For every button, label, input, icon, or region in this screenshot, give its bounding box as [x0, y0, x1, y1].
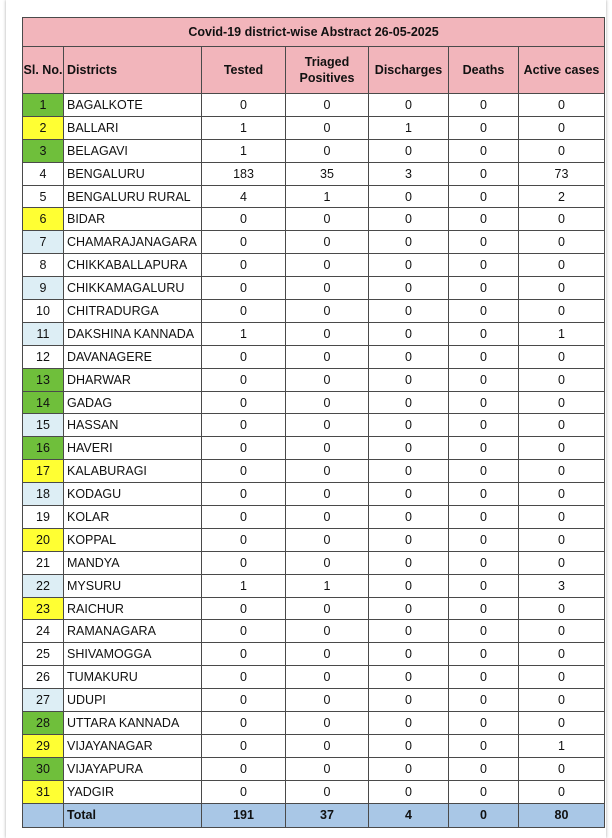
triaged-cell: 0 — [286, 368, 369, 391]
sl-cell: 17 — [23, 460, 64, 483]
triaged-cell: 0 — [286, 506, 369, 529]
table-row — [23, 391, 605, 414]
deaths-cell: 0 — [449, 666, 519, 689]
sl-cell: 9 — [23, 277, 64, 300]
district-cell: BAGALKOTE — [64, 94, 202, 117]
district-cell: KOLAR — [64, 506, 202, 529]
header-tested: Tested — [202, 47, 286, 94]
total-label: Total — [64, 803, 202, 827]
total-deaths: 0 — [449, 803, 519, 827]
triaged-cell: 0 — [286, 666, 369, 689]
tested-cell: 0 — [202, 712, 286, 735]
district-cell: RAICHUR — [64, 597, 202, 620]
active-cases-cell: 0 — [519, 391, 605, 414]
discharges-cell: 0 — [369, 322, 449, 345]
table-row — [23, 757, 605, 780]
triaged-cell: 0 — [286, 734, 369, 757]
table-row — [23, 460, 605, 483]
deaths-cell: 0 — [449, 437, 519, 460]
deaths-cell: 0 — [449, 116, 519, 139]
district-cell: BELAGAVI — [64, 139, 202, 162]
deaths-cell: 0 — [449, 208, 519, 231]
header-districts: Districts — [64, 47, 202, 94]
triaged-cell: 0 — [286, 277, 369, 300]
active-cases-cell: 0 — [519, 116, 605, 139]
active-cases-cell: 0 — [519, 231, 605, 254]
header-sl-no: Sl. No. — [23, 47, 64, 94]
discharges-cell: 3 — [369, 162, 449, 185]
table-row — [23, 483, 605, 506]
tested-cell: 0 — [202, 460, 286, 483]
sl-cell: 5 — [23, 185, 64, 208]
triaged-cell: 0 — [286, 620, 369, 643]
district-cell: KOPPAL — [64, 528, 202, 551]
district-cell: TUMAKURU — [64, 666, 202, 689]
district-cell: VIJAYANAGAR — [64, 734, 202, 757]
district-cell: GADAG — [64, 391, 202, 414]
total-row — [23, 803, 605, 827]
active-cases-cell: 0 — [519, 277, 605, 300]
sl-cell: 25 — [23, 643, 64, 666]
triaged-cell: 0 — [286, 643, 369, 666]
discharges-cell: 0 — [369, 780, 449, 803]
tested-cell: 0 — [202, 734, 286, 757]
table-row — [23, 345, 605, 368]
tested-cell: 0 — [202, 231, 286, 254]
discharges-cell: 0 — [369, 528, 449, 551]
deaths-cell: 0 — [449, 460, 519, 483]
deaths-cell: 0 — [449, 483, 519, 506]
header-discharges: Discharges — [369, 47, 449, 94]
deaths-cell: 0 — [449, 231, 519, 254]
tested-cell: 0 — [202, 208, 286, 231]
district-cell: UDUPI — [64, 689, 202, 712]
deaths-cell: 0 — [449, 414, 519, 437]
table-row — [23, 666, 605, 689]
tested-cell: 1 — [202, 574, 286, 597]
table-row — [23, 94, 605, 117]
deaths-cell: 0 — [449, 597, 519, 620]
active-cases-cell: 3 — [519, 574, 605, 597]
discharges-cell: 0 — [369, 368, 449, 391]
discharges-cell: 0 — [369, 185, 449, 208]
triaged-cell: 0 — [286, 322, 369, 345]
table-row — [23, 574, 605, 597]
district-cell: KODAGU — [64, 483, 202, 506]
covid-abstract-table — [22, 17, 605, 828]
tested-cell: 0 — [202, 414, 286, 437]
sl-cell: 21 — [23, 551, 64, 574]
triaged-cell: 35 — [286, 162, 369, 185]
table-row — [23, 712, 605, 735]
deaths-cell: 0 — [449, 506, 519, 529]
tested-cell: 0 — [202, 94, 286, 117]
active-cases-cell: 0 — [519, 345, 605, 368]
active-cases-cell: 1 — [519, 734, 605, 757]
triaged-cell: 0 — [286, 757, 369, 780]
deaths-cell: 0 — [449, 712, 519, 735]
active-cases-cell: 73 — [519, 162, 605, 185]
tested-cell: 183 — [202, 162, 286, 185]
deaths-cell: 0 — [449, 345, 519, 368]
district-cell: DAVANAGERE — [64, 345, 202, 368]
district-cell: HASSAN — [64, 414, 202, 437]
tested-cell: 0 — [202, 391, 286, 414]
sl-cell: 24 — [23, 620, 64, 643]
district-cell: BALLARI — [64, 116, 202, 139]
sl-cell: 18 — [23, 483, 64, 506]
tested-cell: 1 — [202, 139, 286, 162]
district-cell: DHARWAR — [64, 368, 202, 391]
header-triaged-positives: Triaged Positives — [286, 47, 369, 94]
active-cases-cell: 0 — [519, 300, 605, 323]
sl-cell: 29 — [23, 734, 64, 757]
tested-cell: 0 — [202, 277, 286, 300]
active-cases-cell: 0 — [519, 551, 605, 574]
triaged-cell: 0 — [286, 689, 369, 712]
deaths-cell: 0 — [449, 734, 519, 757]
active-cases-cell: 0 — [519, 620, 605, 643]
deaths-cell: 0 — [449, 94, 519, 117]
header-row — [23, 47, 605, 94]
tested-cell: 0 — [202, 300, 286, 323]
table-row — [23, 208, 605, 231]
sl-cell: 30 — [23, 757, 64, 780]
discharges-cell: 0 — [369, 689, 449, 712]
active-cases-cell: 0 — [519, 368, 605, 391]
total-sl-cell — [23, 803, 64, 827]
tested-cell: 0 — [202, 528, 286, 551]
district-cell: KALABURAGI — [64, 460, 202, 483]
document-frame — [6, 0, 606, 838]
triaged-cell: 0 — [286, 780, 369, 803]
active-cases-cell: 0 — [519, 757, 605, 780]
active-cases-cell: 0 — [519, 483, 605, 506]
triaged-cell: 0 — [286, 391, 369, 414]
triaged-cell: 0 — [286, 94, 369, 117]
deaths-cell: 0 — [449, 757, 519, 780]
discharges-cell: 0 — [369, 643, 449, 666]
district-cell: UTTARA KANNADA — [64, 712, 202, 735]
deaths-cell: 0 — [449, 643, 519, 666]
discharges-cell: 0 — [369, 139, 449, 162]
triaged-cell: 0 — [286, 437, 369, 460]
triaged-cell: 0 — [286, 414, 369, 437]
total-discharges: 4 — [369, 803, 449, 827]
table-row — [23, 689, 605, 712]
discharges-cell: 0 — [369, 620, 449, 643]
triaged-cell: 0 — [286, 139, 369, 162]
discharges-cell: 0 — [369, 666, 449, 689]
discharges-cell: 0 — [369, 345, 449, 368]
tested-cell: 0 — [202, 551, 286, 574]
table-row — [23, 597, 605, 620]
district-cell: RAMANAGARA — [64, 620, 202, 643]
discharges-cell: 0 — [369, 757, 449, 780]
triaged-cell: 1 — [286, 574, 369, 597]
table-row — [23, 734, 605, 757]
triaged-cell: 0 — [286, 300, 369, 323]
header-deaths: Deaths — [449, 47, 519, 94]
table-row — [23, 551, 605, 574]
discharges-cell: 0 — [369, 277, 449, 300]
tested-cell: 1 — [202, 322, 286, 345]
table-row — [23, 185, 605, 208]
deaths-cell: 0 — [449, 277, 519, 300]
discharges-cell: 0 — [369, 712, 449, 735]
active-cases-cell: 0 — [519, 506, 605, 529]
discharges-cell: 0 — [369, 506, 449, 529]
table-title: Covid-19 district-wise Abstract 26-05-2025 — [23, 18, 605, 47]
sl-cell: 10 — [23, 300, 64, 323]
table-row — [23, 231, 605, 254]
table-row — [23, 322, 605, 345]
triaged-cell: 0 — [286, 254, 369, 277]
deaths-cell: 0 — [449, 780, 519, 803]
discharges-cell: 0 — [369, 734, 449, 757]
table-row — [23, 414, 605, 437]
deaths-cell: 0 — [449, 689, 519, 712]
table-row — [23, 162, 605, 185]
active-cases-cell: 2 — [519, 185, 605, 208]
sl-cell: 19 — [23, 506, 64, 529]
tested-cell: 1 — [202, 116, 286, 139]
tested-cell: 0 — [202, 437, 286, 460]
sl-cell: 20 — [23, 528, 64, 551]
district-cell: MYSURU — [64, 574, 202, 597]
deaths-cell: 0 — [449, 322, 519, 345]
district-cell: BIDAR — [64, 208, 202, 231]
active-cases-cell: 0 — [519, 597, 605, 620]
deaths-cell: 0 — [449, 162, 519, 185]
tested-cell: 0 — [202, 757, 286, 780]
table-row — [23, 620, 605, 643]
triaged-cell: 0 — [286, 231, 369, 254]
district-cell: YADGIR — [64, 780, 202, 803]
active-cases-cell: 0 — [519, 689, 605, 712]
sl-cell: 7 — [23, 231, 64, 254]
triaged-cell: 0 — [286, 712, 369, 735]
active-cases-cell: 0 — [519, 643, 605, 666]
total-triaged: 37 — [286, 803, 369, 827]
triaged-cell: 0 — [286, 345, 369, 368]
tested-cell: 0 — [202, 368, 286, 391]
discharges-cell: 0 — [369, 551, 449, 574]
table-row — [23, 780, 605, 803]
table-body — [23, 94, 605, 804]
deaths-cell: 0 — [449, 528, 519, 551]
sl-cell: 27 — [23, 689, 64, 712]
tested-cell: 0 — [202, 506, 286, 529]
district-cell: CHIKKAMAGALURU — [64, 277, 202, 300]
table-row — [23, 437, 605, 460]
active-cases-cell: 0 — [519, 460, 605, 483]
deaths-cell: 0 — [449, 300, 519, 323]
sl-cell: 28 — [23, 712, 64, 735]
district-cell: CHITRADURGA — [64, 300, 202, 323]
sl-cell: 13 — [23, 368, 64, 391]
active-cases-cell: 0 — [519, 780, 605, 803]
active-cases-cell: 0 — [519, 666, 605, 689]
sl-cell: 8 — [23, 254, 64, 277]
sl-cell: 15 — [23, 414, 64, 437]
active-cases-cell: 0 — [519, 437, 605, 460]
title-row — [23, 18, 605, 47]
tested-cell: 0 — [202, 254, 286, 277]
deaths-cell: 0 — [449, 139, 519, 162]
header-active-cases: Active cases — [519, 47, 605, 94]
discharges-cell: 0 — [369, 208, 449, 231]
sl-cell: 12 — [23, 345, 64, 368]
table-row — [23, 300, 605, 323]
tested-cell: 0 — [202, 483, 286, 506]
tested-cell: 0 — [202, 643, 286, 666]
sl-cell: 31 — [23, 780, 64, 803]
district-cell: MANDYA — [64, 551, 202, 574]
sl-cell: 23 — [23, 597, 64, 620]
discharges-cell: 0 — [369, 300, 449, 323]
triaged-cell: 0 — [286, 483, 369, 506]
table-row — [23, 643, 605, 666]
deaths-cell: 0 — [449, 368, 519, 391]
district-cell: VIJAYAPURA — [64, 757, 202, 780]
table-row — [23, 116, 605, 139]
tested-cell: 0 — [202, 597, 286, 620]
discharges-cell: 0 — [369, 414, 449, 437]
deaths-cell: 0 — [449, 185, 519, 208]
active-cases-cell: 0 — [519, 94, 605, 117]
sl-cell: 11 — [23, 322, 64, 345]
tested-cell: 4 — [202, 185, 286, 208]
tested-cell: 0 — [202, 666, 286, 689]
table-row — [23, 277, 605, 300]
active-cases-cell: 0 — [519, 139, 605, 162]
sl-cell: 26 — [23, 666, 64, 689]
active-cases-cell: 0 — [519, 254, 605, 277]
deaths-cell: 0 — [449, 391, 519, 414]
discharges-cell: 0 — [369, 437, 449, 460]
tested-cell: 0 — [202, 620, 286, 643]
triaged-cell: 0 — [286, 551, 369, 574]
deaths-cell: 0 — [449, 620, 519, 643]
sl-cell: 3 — [23, 139, 64, 162]
table-row — [23, 139, 605, 162]
district-cell: CHAMARAJANAGARA — [64, 231, 202, 254]
sl-cell: 6 — [23, 208, 64, 231]
triaged-cell: 0 — [286, 597, 369, 620]
active-cases-cell: 0 — [519, 712, 605, 735]
discharges-cell: 0 — [369, 574, 449, 597]
sl-cell: 1 — [23, 94, 64, 117]
active-cases-cell: 0 — [519, 208, 605, 231]
triaged-cell: 0 — [286, 208, 369, 231]
district-cell: BENGALURU — [64, 162, 202, 185]
discharges-cell: 0 — [369, 460, 449, 483]
table-row — [23, 528, 605, 551]
discharges-cell: 0 — [369, 597, 449, 620]
active-cases-cell: 0 — [519, 414, 605, 437]
deaths-cell: 0 — [449, 574, 519, 597]
sl-cell: 2 — [23, 116, 64, 139]
triaged-cell: 0 — [286, 116, 369, 139]
total-tested: 191 — [202, 803, 286, 827]
table-row — [23, 506, 605, 529]
discharges-cell: 1 — [369, 116, 449, 139]
district-cell: CHIKKABALLAPURA — [64, 254, 202, 277]
total-active: 80 — [519, 803, 605, 827]
sl-cell: 4 — [23, 162, 64, 185]
table-row — [23, 254, 605, 277]
discharges-cell: 0 — [369, 254, 449, 277]
triaged-cell: 0 — [286, 528, 369, 551]
discharges-cell: 0 — [369, 94, 449, 117]
deaths-cell: 0 — [449, 551, 519, 574]
discharges-cell: 0 — [369, 391, 449, 414]
district-cell: HAVERI — [64, 437, 202, 460]
discharges-cell: 0 — [369, 483, 449, 506]
sl-cell: 14 — [23, 391, 64, 414]
table-row — [23, 368, 605, 391]
active-cases-cell: 0 — [519, 528, 605, 551]
deaths-cell: 0 — [449, 254, 519, 277]
sl-cell: 16 — [23, 437, 64, 460]
tested-cell: 0 — [202, 780, 286, 803]
tested-cell: 0 — [202, 345, 286, 368]
triaged-cell: 0 — [286, 460, 369, 483]
active-cases-cell: 1 — [519, 322, 605, 345]
triaged-cell: 1 — [286, 185, 369, 208]
sl-cell: 22 — [23, 574, 64, 597]
district-cell: BENGALURU RURAL — [64, 185, 202, 208]
district-cell: DAKSHINA KANNADA — [64, 322, 202, 345]
tested-cell: 0 — [202, 689, 286, 712]
district-cell: SHIVAMOGGA — [64, 643, 202, 666]
discharges-cell: 0 — [369, 231, 449, 254]
